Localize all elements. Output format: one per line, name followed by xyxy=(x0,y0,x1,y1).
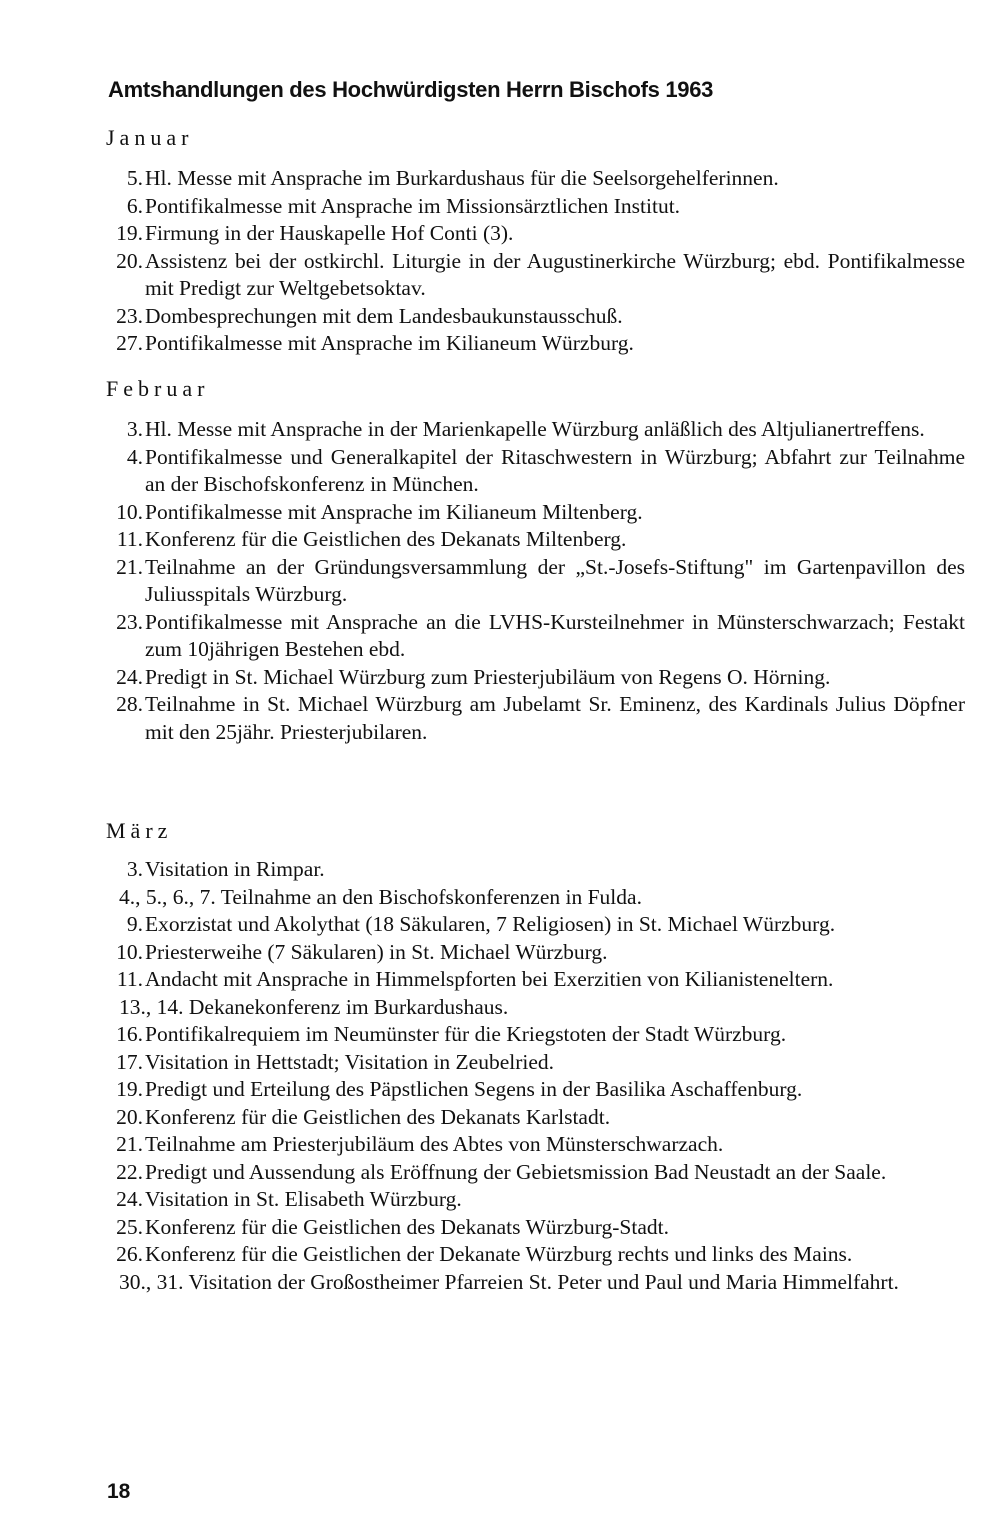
entry-date: 23. xyxy=(116,303,143,328)
entry-text: Assistenz bei der ostkirchl. Liturgie in der Augustinerkirche Würzburg; ebd. Pontifikalmesse mit Predigt zur Weltgebetsoktav. xyxy=(145,248,965,300)
list-item xyxy=(0,1214,1000,1242)
entry-date: 10. xyxy=(116,499,143,524)
entry-text: Pontifikalrequiem im Neumünster für die Kriegstoten der Stadt Würzburg. xyxy=(145,1022,787,1046)
list-item xyxy=(0,1269,1000,1297)
list-item xyxy=(0,303,1000,331)
entry-text: Predigt und Erteilung des Päpstlichen Segens in der Basilika Aschaffenburg. xyxy=(145,1077,803,1101)
entry-text: Firmung in der Hauskapelle Hof Conti (3). xyxy=(145,221,514,245)
entry-text: Visitation in Hettstadt; Visitation in Zeubelried. xyxy=(145,1049,555,1074)
entry-text: Visitation der Großostheimer Pfarreien St. Peter und Paul und Maria Himmelfahrt. xyxy=(188,1269,899,1294)
entry-date: 28. xyxy=(116,692,143,716)
entry-text: Konferenz für die Geistlichen des Dekanats Miltenberg. xyxy=(145,527,627,551)
entry-date: 19. xyxy=(116,1077,143,1101)
list-item xyxy=(0,1021,1000,1049)
entry-text: Andacht mit Ansprache in Himmelspforten bei Exerzitien von Kilianisteneltern. xyxy=(145,967,834,991)
list-item xyxy=(0,193,1000,221)
entry-text: Dekanekonferenz im Burkardushaus. xyxy=(188,994,509,1019)
entry-date: 10. xyxy=(116,939,143,964)
entry-date: 21. xyxy=(116,1132,143,1156)
entry-text: Priesterweihe (7 Säkularen) in St. Michael Würzburg. xyxy=(145,939,608,964)
list-item xyxy=(0,1241,1000,1269)
entry-text: Pontifikalmesse mit Ansprache im Missionsärztlichen Institut. xyxy=(145,193,681,218)
month-heading-januar: Januar xyxy=(106,125,194,150)
list-item xyxy=(0,1049,1000,1077)
list-item xyxy=(0,939,1000,967)
entry-date: 23. xyxy=(116,609,143,634)
entry-text: Konferenz für die Geistlichen der Dekanate Würzburg rechts und links des Mains. xyxy=(145,1242,853,1266)
list-item xyxy=(0,526,1000,554)
entry-text: Hl. Messe mit Ansprache im Burkardushaus für die Seelsorgehelferinnen. xyxy=(145,166,779,190)
entry-text: Visitation in Rimpar. xyxy=(145,857,325,881)
entry-text: Predigt in St. Michael Würzburg zum Priesterjubiläum von Regens O. Hörning. xyxy=(145,664,831,689)
list-item xyxy=(0,165,1000,193)
entry-text: Konferenz für die Geistlichen des Dekanats Karlstadt. xyxy=(145,1104,611,1129)
entry-text: Konferenz für die Geistlichen des Dekanats Würzburg-Stadt. xyxy=(145,1214,669,1239)
list-item xyxy=(0,499,1000,527)
entry-text: Pontifikalmesse mit Ansprache im Kilianeum Würzburg. xyxy=(145,331,634,355)
entry-text: Teilnahme an den Bischofskonferenzen in Fulda. xyxy=(220,884,642,909)
entry-text: Hl. Messe mit Ansprache in der Marienkapelle Würzburg anläßlich des Altjulianertreffens. xyxy=(145,417,925,441)
entry-list-januar xyxy=(0,165,1000,358)
list-item xyxy=(0,1076,1000,1104)
entry-date: 19. xyxy=(116,221,143,245)
month-heading-maerz: März xyxy=(106,818,173,843)
entry-text: Teilnahme in St. Michael Würzburg am Jubelamt Sr. Eminenz, des Kardinals Julius Döpfner mit den 25jähr. Priesterjubilaren. xyxy=(145,692,965,744)
list-item xyxy=(0,1131,1000,1159)
entry-text: Teilnahme an der Gründungsversammlung der „St.-Josefs-Stiftung" im Gartenpavillon des Juliusspitals Würzburg. xyxy=(145,554,965,606)
entry-date: 24. xyxy=(116,664,143,689)
entry-text: Dombesprechungen mit dem Landesbaukunstausschuß. xyxy=(145,303,623,328)
page-number: 18 xyxy=(107,1480,131,1503)
list-item xyxy=(0,609,1000,664)
list-item xyxy=(0,994,1000,1022)
entry-date: 22. xyxy=(116,1159,143,1184)
entry-date: 21. xyxy=(116,554,143,579)
list-item xyxy=(0,554,1000,609)
entry-date: 17. xyxy=(116,1049,143,1074)
list-item xyxy=(0,911,1000,939)
month-heading-februar: Februar xyxy=(106,376,210,401)
entry-date: 25. xyxy=(116,1214,143,1239)
list-item xyxy=(0,220,1000,248)
entry-date: 16. xyxy=(116,1022,143,1046)
entry-text: Teilnahme am Priesterjubiläum des Abtes von Münsterschwarzach. xyxy=(145,1132,724,1156)
entry-date: 6. xyxy=(126,193,143,218)
list-item xyxy=(0,691,1000,746)
entry-text: Pontifikalmesse und Generalkapitel der Ritaschwestern in Würzburg; Abfahrt zur Teilnahme an der Bischofskonferenz in München. xyxy=(145,444,965,496)
entry-date: 20. xyxy=(116,1104,143,1129)
entry-date: 3. xyxy=(126,417,143,441)
list-item xyxy=(0,330,1000,358)
list-item xyxy=(0,1186,1000,1214)
entry-text: Pontifikalmesse mit Ansprache im Kilianeum Miltenberg. xyxy=(145,499,643,524)
list-item xyxy=(0,444,1000,499)
list-item xyxy=(0,1104,1000,1132)
entry-text: Predigt und Aussendung als Eröffnung der Gebietsmission Bad Neustadt an der Saale. xyxy=(145,1159,887,1184)
entry-date: 13., 14. xyxy=(119,994,184,1019)
entry-date: 9. xyxy=(126,912,143,936)
list-item xyxy=(0,856,1000,884)
entry-text: Visitation in St. Elisabeth Würzburg. xyxy=(145,1187,462,1211)
entry-date: 4., 5., 6., 7. xyxy=(119,884,216,909)
list-item xyxy=(0,966,1000,994)
list-item xyxy=(0,1159,1000,1187)
entry-date: 11. xyxy=(116,967,143,991)
entry-date: 26. xyxy=(116,1242,143,1266)
entry-list-februar xyxy=(0,416,1000,746)
list-item xyxy=(0,416,1000,444)
list-item xyxy=(0,664,1000,692)
page-title: Amtshandlungen des Hochwürdigsten Herrn Bischofs 1963 xyxy=(108,77,714,102)
list-item xyxy=(0,248,1000,303)
entry-date: 11. xyxy=(116,527,143,551)
entry-date: 27. xyxy=(116,331,143,355)
entry-date: 20. xyxy=(116,248,143,273)
list-item xyxy=(0,884,1000,912)
entry-date: 3. xyxy=(126,857,143,881)
entry-list-maerz xyxy=(0,856,1000,1296)
entry-text: Exorzistat und Akolythat (18 Säkularen, 7 Religiosen) in St. Michael Würzburg. xyxy=(145,912,836,936)
entry-date: 4. xyxy=(126,444,143,469)
entry-date: 30., 31. xyxy=(119,1269,184,1294)
entry-date: 24. xyxy=(116,1187,143,1211)
entry-date: 5. xyxy=(126,166,143,190)
entry-text: Pontifikalmesse mit Ansprache an die LVHS-Kursteilnehmer in Münsterschwarzach; Festakt zum 10jährigen Bestehen ebd. xyxy=(145,609,965,661)
